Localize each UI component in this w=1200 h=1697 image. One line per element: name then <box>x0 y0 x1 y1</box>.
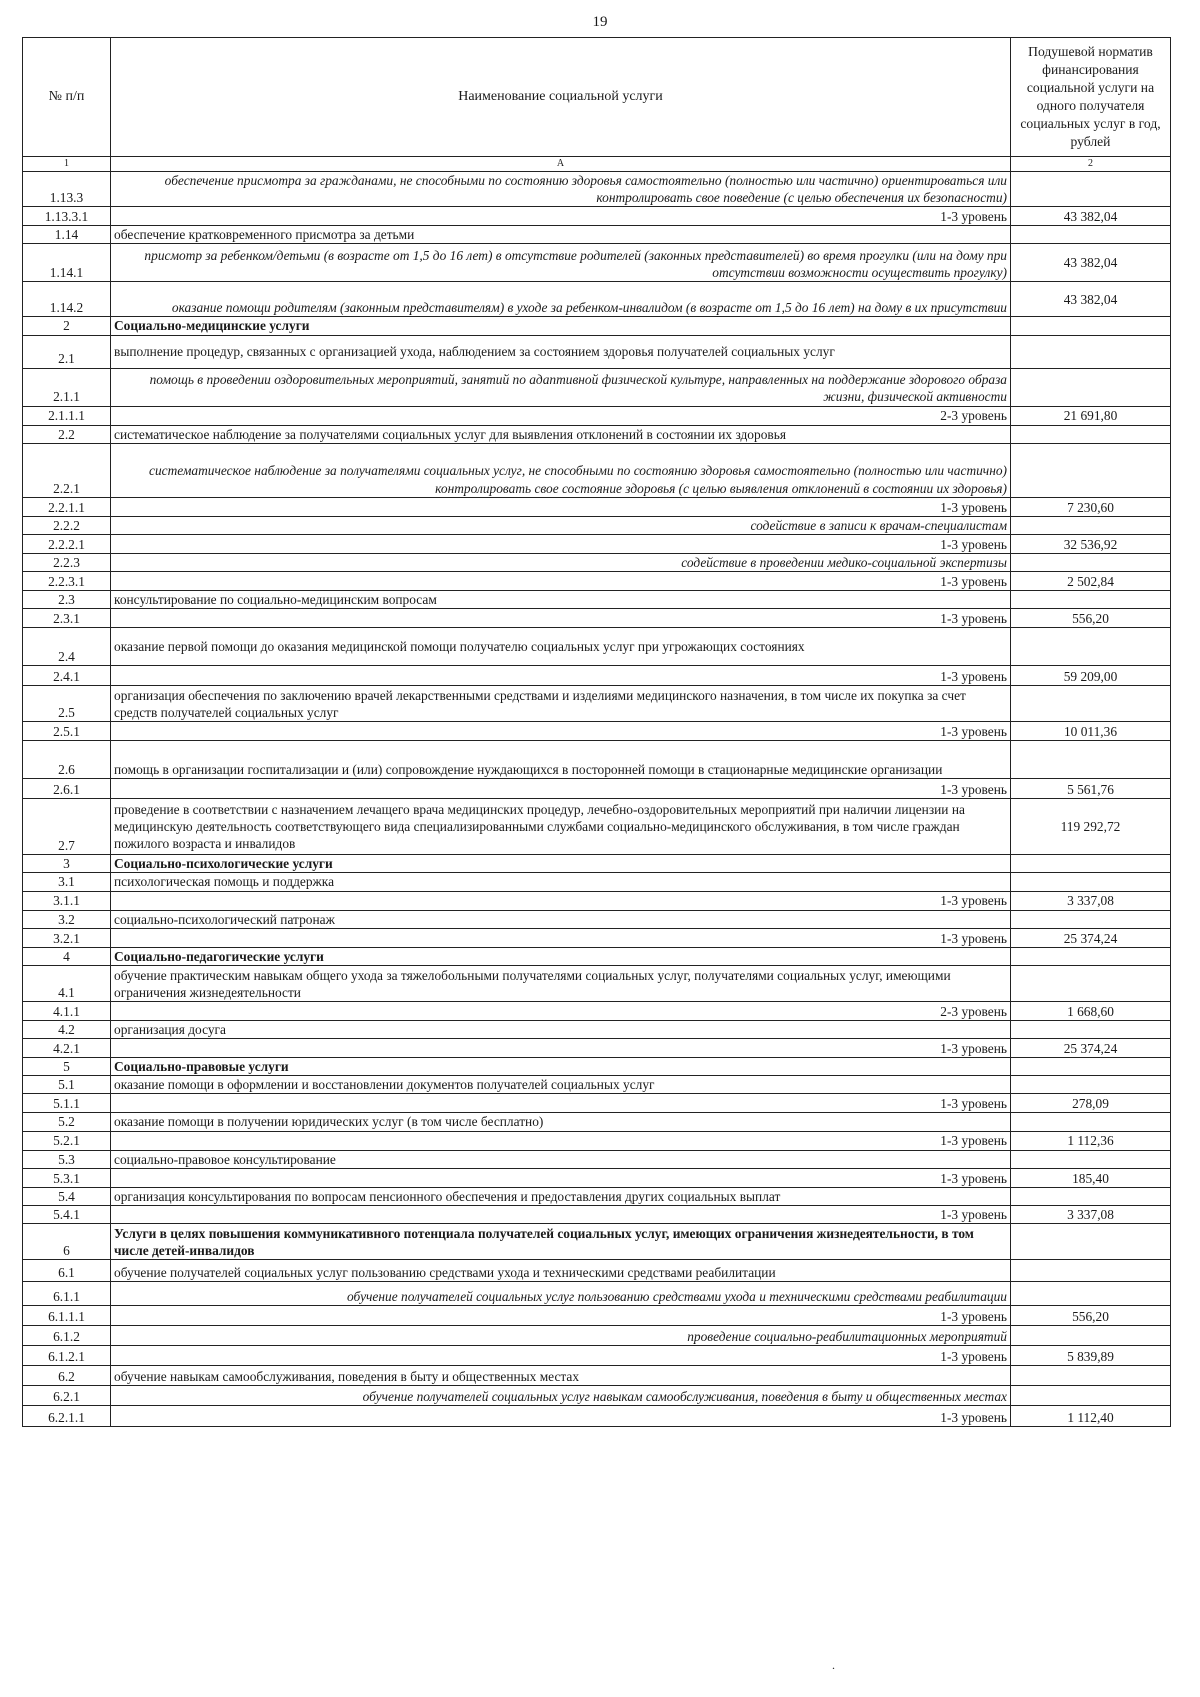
table-row <box>23 928 1171 947</box>
row-number: 5.1.1 <box>23 1094 111 1113</box>
service-name: обучение практическим навыкам общего ухода за тяжелобольными получателями социальных услуг, получателями социальных услуг, имеющими ограничения жизнедеятельности <box>111 965 1011 1001</box>
service-level: 1-3 уровень <box>111 497 1011 516</box>
funding-norm-value <box>1011 1020 1171 1038</box>
row-number: 2.2.1 <box>23 443 111 497</box>
funding-norm-value <box>1011 425 1171 443</box>
funding-norm-value <box>1011 335 1171 368</box>
service-level: 1-3 уровень <box>111 1168 1011 1187</box>
table-row <box>23 1113 1171 1131</box>
row-number: 2.1.1 <box>23 368 111 406</box>
table-row <box>23 628 1171 666</box>
row-number: 1.14.2 <box>23 282 111 317</box>
table-row <box>23 1039 1171 1058</box>
service-level: 1-3 уровень <box>111 1094 1011 1113</box>
row-number: 4.1 <box>23 965 111 1001</box>
row-number: 5.1 <box>23 1076 111 1094</box>
service-name: обеспечение присмотра за гражданами, не способными по состоянию здоровья самостоятельно (полностью или частично) ориентироваться или контролировать свое поведение (с целью обеспечения их безопасности) <box>111 172 1011 207</box>
table-row <box>23 516 1171 534</box>
table-row <box>23 534 1171 553</box>
table-row <box>23 1281 1171 1305</box>
stray-mark: . <box>832 1658 835 1672</box>
funding-norm-value <box>1011 686 1171 722</box>
row-number: 4.2.1 <box>23 1039 111 1058</box>
funding-norm-value <box>1011 1281 1171 1305</box>
table-row <box>23 572 1171 591</box>
funding-norm-value: 278,09 <box>1011 1094 1171 1113</box>
funding-norm-value: 3 337,08 <box>1011 891 1171 910</box>
column-index-num: 1 <box>23 157 111 172</box>
table-row <box>23 443 1171 497</box>
funding-norm-value <box>1011 1223 1171 1259</box>
row-number: 2.5 <box>23 686 111 722</box>
service-level: 1-3 уровень <box>111 1345 1011 1365</box>
service-name: систематическое наблюдение за получателями социальных услуг для выявления отклонений в состоянии их здоровья <box>111 425 1011 443</box>
service-level: 1-3 уровень <box>111 1205 1011 1223</box>
service-level: 1-3 уровень <box>111 666 1011 686</box>
service-name: оказание помощи родителям (законным представителям) в уходе за ребенком-инвалидом (в возрасте от 1,5 до 16 лет) на дому в их присутствии <box>111 282 1011 317</box>
table-row <box>23 317 1171 335</box>
service-name: обучение получателей социальных услуг навыкам самообслуживания, поведения в быту и общественных местах <box>111 1385 1011 1405</box>
row-number: 6 <box>23 1223 111 1259</box>
service-level: 1-3 уровень <box>111 1405 1011 1426</box>
funding-norm-value <box>1011 172 1171 207</box>
table-row <box>23 722 1171 741</box>
service-name: содействие в записи к врачам-специалистам <box>111 516 1011 534</box>
column-index-row <box>23 157 1171 172</box>
funding-norm-value: 185,40 <box>1011 1168 1171 1187</box>
service-level: 1-3 уровень <box>111 1305 1011 1325</box>
table-row <box>23 686 1171 722</box>
row-number: 6.1.1.1 <box>23 1305 111 1325</box>
table-row <box>23 741 1171 779</box>
row-number: 3.2 <box>23 910 111 928</box>
funding-norm-value: 59 209,00 <box>1011 666 1171 686</box>
funding-norm-value <box>1011 1076 1171 1094</box>
row-number: 2.7 <box>23 799 111 855</box>
funding-norm-value <box>1011 553 1171 571</box>
service-level: 2-3 уровень <box>111 406 1011 425</box>
table-row <box>23 1223 1171 1259</box>
funding-norm-value <box>1011 1325 1171 1345</box>
row-number: 4 <box>23 947 111 965</box>
funding-norm-value: 2 502,84 <box>1011 572 1171 591</box>
row-number: 2.1 <box>23 335 111 368</box>
funding-norm-value <box>1011 910 1171 928</box>
service-name: обучение получателей социальных услуг пользованию средствами ухода и техническими средствами реабилитации <box>111 1259 1011 1281</box>
funding-norm-value: 3 337,08 <box>1011 1205 1171 1223</box>
table-row <box>23 609 1171 628</box>
row-number: 2.2.3 <box>23 553 111 571</box>
header-num: № п/п <box>23 38 111 157</box>
funding-norm-value <box>1011 443 1171 497</box>
table-row <box>23 1345 1171 1365</box>
table-row <box>23 244 1171 282</box>
row-number: 5.3 <box>23 1150 111 1168</box>
table-row <box>23 891 1171 910</box>
funding-norm-value <box>1011 1259 1171 1281</box>
table-row <box>23 799 1171 855</box>
row-number: 2.3 <box>23 591 111 609</box>
table-row <box>23 172 1171 207</box>
funding-norm-value <box>1011 1365 1171 1385</box>
header-value: Подушевой норматив финансирования социальной услуги на одного получателя социальных услуг в год, рублей <box>1011 38 1171 157</box>
row-number: 5.2.1 <box>23 1131 111 1150</box>
service-name: Социально-медицинские услуги <box>111 317 1011 335</box>
funding-norm-value <box>1011 1113 1171 1131</box>
row-number: 2.2 <box>23 425 111 443</box>
row-number: 2.6 <box>23 741 111 779</box>
funding-norm-value: 43 382,04 <box>1011 244 1171 282</box>
row-number: 4.1.1 <box>23 1001 111 1020</box>
service-name: организация консультирования по вопросам пенсионного обеспечения и предоставления других социальных выплат <box>111 1187 1011 1205</box>
row-number: 2.2.3.1 <box>23 572 111 591</box>
table-row <box>23 226 1171 244</box>
service-name: Услуги в целях повышения коммуникативного потенциала получателей социальных услуг, имеющих ограничения жизнедеятельности, в том числе детей-инвалидов <box>111 1223 1011 1259</box>
funding-norm-value <box>1011 1150 1171 1168</box>
row-number: 3.1.1 <box>23 891 111 910</box>
service-name: систематическое наблюдение за получателями социальных услуг, не способными по состоянию здоровья самостоятельно (полностью или частично) контролировать свое состояние здоровья (с целью выявления отклонений в состоянии их здоровья) <box>111 443 1011 497</box>
table-row <box>23 1020 1171 1038</box>
service-level: 2-3 уровень <box>111 1001 1011 1020</box>
table-row <box>23 1131 1171 1150</box>
service-level: 1-3 уровень <box>111 1131 1011 1150</box>
row-number: 6.1.2.1 <box>23 1345 111 1365</box>
table-row <box>23 553 1171 571</box>
header-name: Наименование социальной услуги <box>111 38 1011 157</box>
row-number: 2.2.2 <box>23 516 111 534</box>
row-number: 2.5.1 <box>23 722 111 741</box>
table-row <box>23 1168 1171 1187</box>
service-name: оказание помощи в получении юридических услуг (в том числе бесплатно) <box>111 1113 1011 1131</box>
service-level: 1-3 уровень <box>111 1039 1011 1058</box>
funding-norm-value: 25 374,24 <box>1011 1039 1171 1058</box>
table-row <box>23 282 1171 317</box>
service-name: проведение в соответствии с назначением лечащего врача медицинских процедур, лечебно-оздоровительных мероприятий при наличии лицензии на медицинскую деятельность соответствующего вида специализированными службами социально-медицинского обслуживания, в том числе граждан пожилого возраста и инвалидов <box>111 799 1011 855</box>
table-row <box>23 497 1171 516</box>
table-row <box>23 1205 1171 1223</box>
table-row <box>23 1001 1171 1020</box>
funding-norm-value: 1 112,36 <box>1011 1131 1171 1150</box>
row-number: 1.13.3.1 <box>23 207 111 226</box>
table-row <box>23 873 1171 891</box>
row-number: 6.2.1.1 <box>23 1405 111 1426</box>
table-row <box>23 591 1171 609</box>
service-level: 1-3 уровень <box>111 534 1011 553</box>
service-name: помощь в организации госпитализации и (или) сопровождение нуждающихся в посторонней помощи в стационарные медицинские организации <box>111 741 1011 779</box>
table-row <box>23 1187 1171 1205</box>
table-row <box>23 855 1171 873</box>
row-number: 3 <box>23 855 111 873</box>
row-number: 3.2.1 <box>23 928 111 947</box>
table-row <box>23 947 1171 965</box>
table-row <box>23 1259 1171 1281</box>
row-number: 2.2.1.1 <box>23 497 111 516</box>
row-number: 6.1 <box>23 1259 111 1281</box>
service-name: выполнение процедур, связанных с организацией ухода, наблюдением за состоянием здоровья получателей социальных услуг <box>111 335 1011 368</box>
row-number: 2.6.1 <box>23 779 111 799</box>
row-number: 6.2 <box>23 1365 111 1385</box>
row-number: 2.1.1.1 <box>23 406 111 425</box>
funding-norm-value: 556,20 <box>1011 1305 1171 1325</box>
row-number: 1.13.3 <box>23 172 111 207</box>
row-number: 3.1 <box>23 873 111 891</box>
service-name: оказание помощи в оформлении и восстановлении документов получателей социальных услуг <box>111 1076 1011 1094</box>
row-number: 4.2 <box>23 1020 111 1038</box>
funding-norm-value <box>1011 1058 1171 1076</box>
funding-norm-value <box>1011 741 1171 779</box>
service-name: социально-правовое консультирование <box>111 1150 1011 1168</box>
row-number: 6.1.2 <box>23 1325 111 1345</box>
row-number: 5.4 <box>23 1187 111 1205</box>
service-name: консультирование по социально-медицинским вопросам <box>111 591 1011 609</box>
table-row <box>23 910 1171 928</box>
service-name: помощь в проведении оздоровительных мероприятий, занятий по адаптивной физической культуре, направленных на поддержание здорового образа жизни, физической активности <box>111 368 1011 406</box>
service-level: 1-3 уровень <box>111 609 1011 628</box>
funding-norm-value: 1 668,60 <box>1011 1001 1171 1020</box>
table-row <box>23 425 1171 443</box>
row-number: 6.2.1 <box>23 1385 111 1405</box>
funding-norm-value: 7 230,60 <box>1011 497 1171 516</box>
table-row <box>23 207 1171 226</box>
row-number: 1.14 <box>23 226 111 244</box>
table-row <box>23 779 1171 799</box>
table-row <box>23 1325 1171 1345</box>
funding-norm-value <box>1011 1385 1171 1405</box>
row-number: 6.1.1 <box>23 1281 111 1305</box>
funding-norm-value: 32 536,92 <box>1011 534 1171 553</box>
funding-norm-value: 25 374,24 <box>1011 928 1171 947</box>
funding-norm-value <box>1011 317 1171 335</box>
service-level: 1-3 уровень <box>111 572 1011 591</box>
service-name: психологическая помощь и поддержка <box>111 873 1011 891</box>
service-level: 1-3 уровень <box>111 207 1011 226</box>
service-name: оказание первой помощи до оказания медицинской помощи получателю социальных услуг при угрожающих состояниях <box>111 628 1011 666</box>
table-row <box>23 1365 1171 1385</box>
funding-norm-value: 1 112,40 <box>1011 1405 1171 1426</box>
service-name: содействие в проведении медико-социальной экспертизы <box>111 553 1011 571</box>
table-row <box>23 965 1171 1001</box>
funding-norm-value: 21 691,80 <box>1011 406 1171 425</box>
service-level: 1-3 уровень <box>111 891 1011 910</box>
column-index-name: А <box>111 157 1011 172</box>
service-level: 1-3 уровень <box>111 928 1011 947</box>
row-number: 5.2 <box>23 1113 111 1131</box>
row-number: 5.4.1 <box>23 1205 111 1223</box>
service-level: 1-3 уровень <box>111 779 1011 799</box>
table-row <box>23 1150 1171 1168</box>
column-index-value: 2 <box>1011 157 1171 172</box>
service-name: Социально-психологические услуги <box>111 855 1011 873</box>
funding-norm-value: 10 011,36 <box>1011 722 1171 741</box>
funding-norm-value: 119 292,72 <box>1011 799 1171 855</box>
row-number: 2 <box>23 317 111 335</box>
table-row <box>23 368 1171 406</box>
service-name: обучение навыкам самообслуживания, поведения в быту и общественных местах <box>111 1365 1011 1385</box>
funding-norm-value: 43 382,04 <box>1011 207 1171 226</box>
row-number: 5.3.1 <box>23 1168 111 1187</box>
row-number: 1.14.1 <box>23 244 111 282</box>
service-name: Социально-правовые услуги <box>111 1058 1011 1076</box>
social-services-table <box>22 37 1171 1427</box>
funding-norm-value <box>1011 1187 1171 1205</box>
funding-norm-value <box>1011 947 1171 965</box>
service-name: социально-психологический патронаж <box>111 910 1011 928</box>
table-row <box>23 1058 1171 1076</box>
funding-norm-value <box>1011 591 1171 609</box>
row-number: 2.4 <box>23 628 111 666</box>
row-number: 5 <box>23 1058 111 1076</box>
table-row <box>23 1305 1171 1325</box>
table-row <box>23 1076 1171 1094</box>
service-name: организация досуга <box>111 1020 1011 1038</box>
funding-norm-value <box>1011 516 1171 534</box>
funding-norm-value: 556,20 <box>1011 609 1171 628</box>
funding-norm-value <box>1011 226 1171 244</box>
table-row <box>23 406 1171 425</box>
funding-norm-value <box>1011 965 1171 1001</box>
row-number: 2.2.2.1 <box>23 534 111 553</box>
table-header-row <box>23 38 1171 157</box>
table-row <box>23 1385 1171 1405</box>
service-level: 1-3 уровень <box>111 722 1011 741</box>
service-name: организация обеспечения по заключению врачей лекарственными средствами и изделиями медицинского назначения, в том числе их покупка за счет средств получателей социальных услуг <box>111 686 1011 722</box>
funding-norm-value <box>1011 368 1171 406</box>
page-number: 19 <box>592 14 608 30</box>
table-row <box>23 1405 1171 1426</box>
service-name: Социально-педагогические услуги <box>111 947 1011 965</box>
service-name: обеспечение кратковременного присмотра за детьми <box>111 226 1011 244</box>
funding-norm-value: 5 839,89 <box>1011 1345 1171 1365</box>
funding-norm-value: 43 382,04 <box>1011 282 1171 317</box>
funding-norm-value <box>1011 855 1171 873</box>
funding-norm-value <box>1011 873 1171 891</box>
service-name: присмотр за ребенком/детьми (в возрасте от 1,5 до 16 лет) в отсутствие родителей (законных представителей) во время прогулки (или на дому при отсутствии возможности осуществить прогулку) <box>111 244 1011 282</box>
funding-norm-value <box>1011 628 1171 666</box>
row-number: 2.3.1 <box>23 609 111 628</box>
service-name: проведение социально-реабилитационных мероприятий <box>111 1325 1011 1345</box>
table-row <box>23 1094 1171 1113</box>
funding-norm-value: 5 561,76 <box>1011 779 1171 799</box>
row-number: 2.4.1 <box>23 666 111 686</box>
table-row <box>23 666 1171 686</box>
table-row <box>23 335 1171 368</box>
service-name: обучение получателей социальных услуг пользованию средствами ухода и техническими средствами реабилитации <box>111 1281 1011 1305</box>
